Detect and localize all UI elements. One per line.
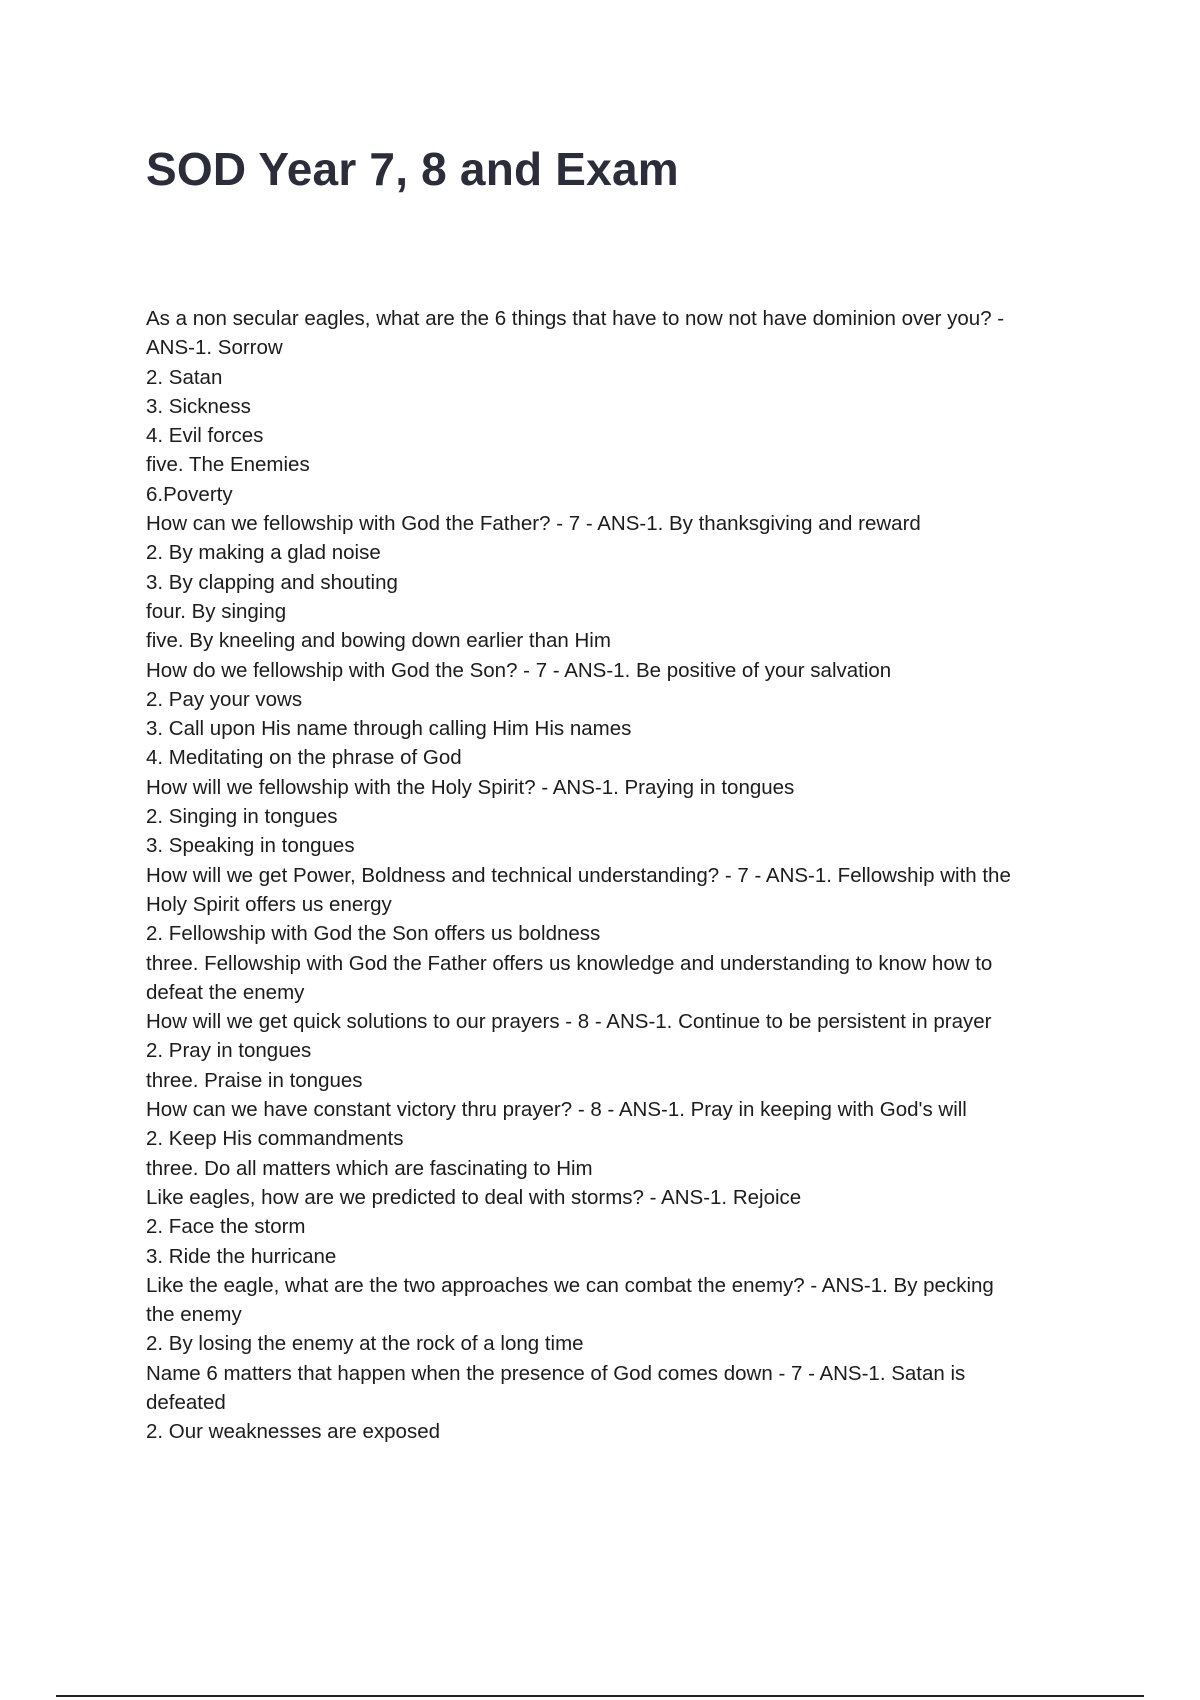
text-line: 3. Sickness xyxy=(146,394,251,418)
text-line: Like eagles, how are we predicted to deal with storms? - ANS-1. Rejoice xyxy=(146,1185,802,1209)
text-line: 2. Singing in tongues xyxy=(146,805,338,829)
text-line: five. By kneeling and bowing down earlier than Him xyxy=(146,629,611,653)
text-line: 2. Pay your vows xyxy=(146,687,303,711)
document-body xyxy=(146,304,1086,1447)
text-line: How can we have constant victory thru prayer? - 8 - ANS-1. Pray in keeping with God's will xyxy=(146,1098,967,1122)
text-line: five. The Enemies xyxy=(146,453,310,477)
text-line: How can we fellowship with God the Father? - 7 - ANS-1. By thanksgiving and reward xyxy=(146,512,921,536)
text-line: ANS-1. Sorrow xyxy=(146,336,283,360)
text-line: How do we fellowship with God the Son? - 7 - ANS-1. Be positive of your salvation xyxy=(146,658,892,682)
text-line: defeated xyxy=(146,1390,226,1414)
document-title: SOD Year 7, 8 and Exam xyxy=(146,143,679,195)
text-line: 3. By clapping and shouting xyxy=(146,570,398,594)
text-line: 3. Ride the hurricane xyxy=(146,1244,337,1268)
text-line: 2. Pray in tongues xyxy=(146,1039,312,1063)
text-line: 2. Face the storm xyxy=(146,1215,306,1239)
text-line: the enemy xyxy=(146,1303,242,1327)
text-line: four. By singing xyxy=(146,599,287,623)
text-line: 2. Keep His commandments xyxy=(146,1127,404,1151)
text-line: 6.Poverty xyxy=(146,482,233,506)
text-line: three. Praise in tongues xyxy=(146,1068,363,1092)
text-line: defeat the enemy xyxy=(146,980,305,1004)
text-line: three. Do all matters which are fascinating to Him xyxy=(146,1156,593,1180)
text-line: How will we fellowship with the Holy Spirit? - ANS-1. Praying in tongues xyxy=(146,775,795,799)
text-line: 4. Meditating on the phrase of God xyxy=(146,746,462,770)
text-line: three. Fellowship with God the Father offers us knowledge and understanding to know how to xyxy=(146,951,993,975)
text-line: 3. Call upon His name through calling Him His names xyxy=(146,717,632,741)
text-line: Holy Spirit offers us energy xyxy=(146,892,392,916)
text-line: As a non secular eagles, what are the 6 things that have to now not have dominion over you? - xyxy=(146,307,1005,330)
text-line: How will we get quick solutions to our prayers - 8 - ANS-1. Continue to be persistent in prayer xyxy=(146,1010,992,1034)
footer-divider xyxy=(56,1695,1144,1697)
text-line: 4. Evil forces xyxy=(146,424,264,448)
text-line: Name 6 matters that happen when the presence of God comes down - 7 - ANS-1. Satan is xyxy=(146,1361,966,1385)
text-line: 2. Our weaknesses are exposed xyxy=(146,1420,440,1444)
text-line: How will we get Power, Boldness and technical understanding? - 7 - ANS-1. Fellowship with the xyxy=(146,863,1011,887)
text-line: 2. Satan xyxy=(146,365,223,389)
text-line: 3. Speaking in tongues xyxy=(146,834,355,858)
text-line: Like the eagle, what are the two approaches we can combat the enemy? - ANS-1. By pecking xyxy=(146,1273,994,1297)
text-line: 2. By losing the enemy at the rock of a long time xyxy=(146,1332,584,1356)
text-line: 2. By making a glad noise xyxy=(146,541,381,565)
text-line: 2. Fellowship with God the Son offers us boldness xyxy=(146,922,601,946)
